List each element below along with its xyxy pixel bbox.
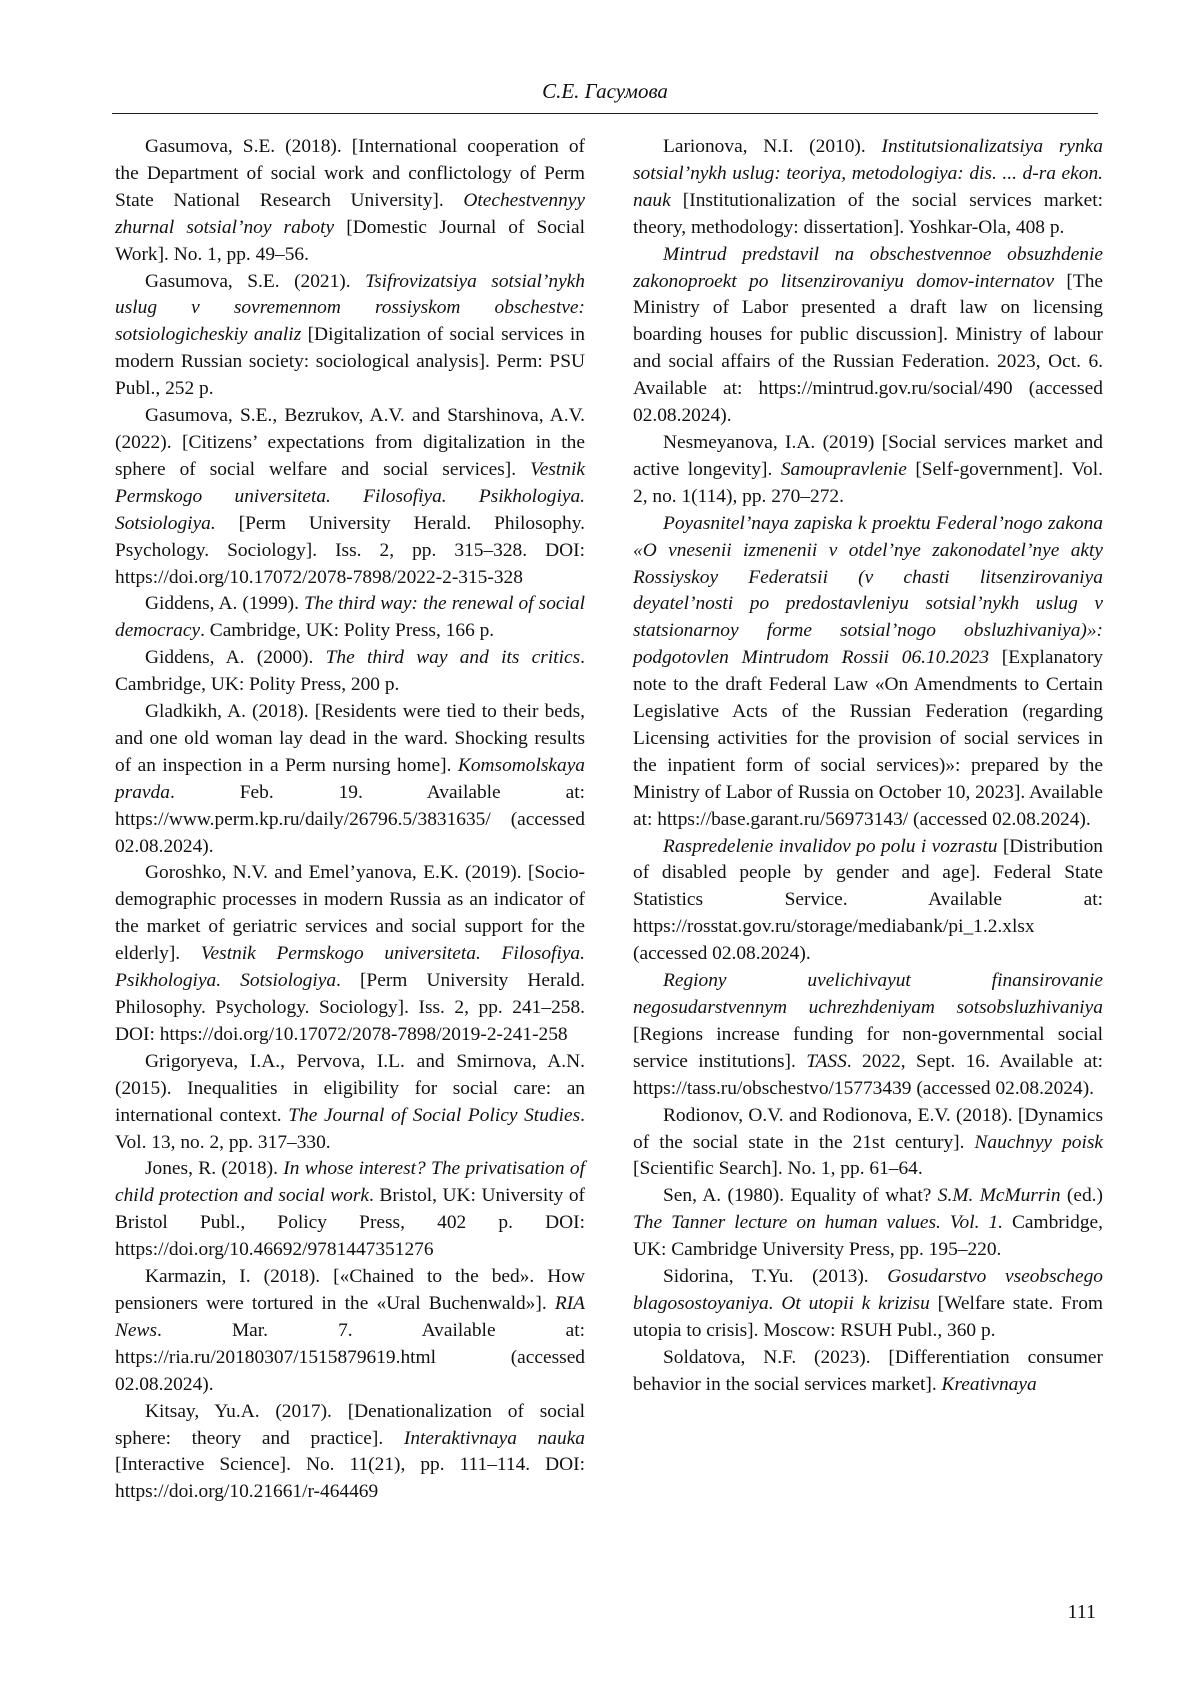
reference-text: Gasumova, S.E. (2018). [International cooperation of the Department of social work and conflictology of Perm State National Research University]. bbox=[115, 136, 585, 211]
reference-text: Kitsay, Yu.A. (2017). [Denationalization of social sphere: theory and practice]. bbox=[115, 1400, 585, 1449]
reference-italic-title: The third way and its critics bbox=[325, 647, 581, 669]
reference-italic-title: Samoupravlenie bbox=[780, 458, 907, 480]
reference-text: [Perm University Herald. Philosophy. Psychology. Sociology]. Iss. 2, pp. 315–328. DOI: https://doi.org/10.17072/2078-7898/2022-2-315-328 bbox=[115, 512, 585, 588]
reference-text: Grigoryeva, I.A., Pervova, I.L. and Smirnova, A.N. (2015). Inequalities in eligibility for social care: an international context. bbox=[115, 1050, 585, 1126]
reference-entry-goroshko-2019 bbox=[115, 860, 585, 1048]
reference-entry-regiony-2022 bbox=[633, 968, 1103, 1103]
reference-italic-title: Poyasnitel’naya zapiska k proektu Federal’nogo zakona «O vnesenii izmenenii v otdel’nye zakonodatel’nye akty Rossiyskoy Federatsii (v chasti litsenzirovaniya deyatel’nosti po predostavleniyu sotsial’nykh uslug v statsionarnoy forme sotsial’nogo obsluzhivaniya)»: podgotovlen Mintrudom Rossii 06.10.2023 bbox=[633, 512, 1103, 669]
reference-text: [Scientific Search]. No. 1, pp. 61–64. bbox=[633, 1158, 923, 1180]
reference-italic-title: Institutsionalizatsiya rynka sotsial’nykh uslug: teoriya, metodologiya: dis. ... d-ra ekon. nauk bbox=[633, 136, 1103, 211]
page-number: 111 bbox=[1067, 1601, 1096, 1623]
reference-italic-title: Vestnik Permskogo universiteta. Filosofiya. Psikhologiya. Sotsiologiya bbox=[115, 943, 585, 992]
reference-text: . Feb. 19. Available at: https://www.perm.kp.ru/daily/26796.5/3831635/ (accessed 02.08.2024). bbox=[115, 781, 585, 857]
reference-entry-rodionov-2018 bbox=[633, 1103, 1103, 1184]
reference-text: [Explanatory note to the draft Federal Law «On Amendments to Certain Legislative Acts of the Russian Federation (regarding Licensing activities for the provision of social services in the inpatient form of social services)»: prepared by the Ministry of Labor of Russia on October 10, 2023]. Available at: https://base.garant.ru/56973143/ (accessed 02.08.2024). bbox=[633, 647, 1103, 830]
reference-text: [Digitalization of social services in modern Russian society: sociological analysis]. Perm: PSU Publ., 252 p. bbox=[115, 324, 586, 400]
reference-text: Gasumova, S.E. (2021). bbox=[145, 270, 366, 292]
reference-italic-title: Interaktivnaya nauka bbox=[403, 1427, 586, 1449]
reference-entry-larionova-2010 bbox=[633, 134, 1103, 242]
reference-text: Sidorina, T.Yu. (2013). bbox=[663, 1266, 888, 1288]
reference-entry-sidorina-2013 bbox=[633, 1264, 1103, 1345]
reference-entry-jones-2018 bbox=[115, 1156, 585, 1264]
reference-text: [The Ministry of Labor presented a draft law on licensing boarding houses for public discussion]. Ministry of labour and social affairs of the Russian Federation. 2023, Oct. 6. Available at: https://mintrud.gov.ru/social/490 (accessed 02.08.2024). bbox=[633, 270, 1103, 427]
reference-text: [Distribution of disabled people by gender and age]. Federal State Statistics Service. Available at: https://rosstat.gov.ru/storage/mediabank/pi_1.2.xlsx (accessed 02.08.2024). bbox=[633, 835, 1104, 965]
reference-text: [Regions increase funding for non-governmental social service institutions]. bbox=[633, 1023, 1103, 1072]
reference-italic-title: The third way: the renewal of social democracy bbox=[115, 593, 585, 642]
reference-italic-title: Gosudarstvo vseobschego blagosostoyaniya. Ot utopii k krizisu bbox=[633, 1266, 1103, 1314]
reference-text: Goroshko, N.V. and Emel’yanova, E.K. (2019). [Socio-demographic processes in modern Russia as an indicator of the market of geriatric services and social support for the elderly]. bbox=[115, 862, 585, 965]
reference-text: [Interactive Science]. No. 11(21), pp. 111–114. DOI: https://doi.org/10.21661/r-464469 bbox=[115, 1454, 585, 1503]
reference-entry-giddens-1999 bbox=[115, 591, 585, 645]
reference-italic-title: S.M. McMurrin bbox=[937, 1185, 1061, 1207]
reference-italic-title: The Tanner lecture on human values. Vol. 1. bbox=[633, 1212, 1004, 1234]
reference-italic-title: Otechestvennyy zhurnal sotsial’noy raboty bbox=[115, 189, 585, 238]
reference-italic-title: Nauchnyy poisk bbox=[974, 1131, 1104, 1153]
reference-italic-title: Kreativnaya bbox=[941, 1373, 1037, 1395]
reference-text: [Self-government]. Vol. 2, no. 1(114), pp. 270–272. bbox=[633, 458, 1103, 507]
reference-italic-title: TASS bbox=[806, 1050, 847, 1072]
reference-italic-title: The Journal of Social Policy Studies bbox=[288, 1104, 581, 1126]
header-rule bbox=[112, 113, 1098, 114]
reference-italic-title: Raspredelenie invalidov po polu i vozrastu bbox=[663, 835, 998, 857]
reference-entry-gasumova-2022 bbox=[115, 403, 585, 591]
reference-text: [Welfare state. From utopia to crisis]. Moscow: RSUH Publ., 360 p. bbox=[633, 1292, 1103, 1341]
reference-italic-title: Tsifrovizatsiya sotsial’nykh uslug v sovremennom rossiyskom obschestve: sotsiologicheskiy analiz bbox=[115, 270, 585, 346]
reference-text: Soldatova, N.F. (2023). [Differentiation consumer behavior in the social services market]. bbox=[633, 1346, 1103, 1395]
reference-italic-title: Komsomolskaya pravda bbox=[115, 754, 585, 803]
reference-text: Jones, R. (2018). bbox=[145, 1158, 284, 1180]
reference-text: Rodionov, O.V. and Rodionova, E.V. (2018). [Dynamics of the social state in the 21st century]. bbox=[633, 1104, 1103, 1153]
reference-text: (ed.) bbox=[1060, 1185, 1103, 1207]
reference-text: . Vol. 13, no. 2, pp. 317–330. bbox=[115, 1104, 585, 1153]
reference-text: Gasumova, S.E., Bezrukov, A.V. and Starshinova, A.V. (2022). [Citizens’ expectations from digitalization in the sphere of social welfare and social services]. bbox=[115, 405, 585, 480]
reference-text: . Bristol, UK: University of Bristol Publ., Policy Press, 402 p. DOI: https://doi.org/10.46692/9781447351276 bbox=[115, 1185, 585, 1261]
reference-text: . Cambridge, UK: Polity Press, 200 p. bbox=[115, 647, 585, 696]
reference-text: Giddens, A. (2000). bbox=[145, 647, 326, 669]
reference-italic-title: RIA News bbox=[115, 1292, 585, 1341]
reference-entry-mintrud-2023 bbox=[633, 242, 1103, 430]
reference-text: Cambridge, UK: Cambridge University Press, pp. 195–220. bbox=[633, 1212, 1103, 1261]
reference-entry-soldatova-2023 bbox=[633, 1345, 1103, 1399]
reference-text: . Cambridge, UK: Polity Press, 166 p. bbox=[200, 620, 495, 642]
reference-text: . Mar. 7. Available at: https://ria.ru/20180307/1515879619.html (accessed 02.08.2024). bbox=[115, 1319, 585, 1395]
references-column-right bbox=[633, 134, 1103, 1399]
reference-entry-raspredelenie bbox=[633, 834, 1103, 969]
reference-entry-gladkikh-2018 bbox=[115, 699, 585, 860]
reference-text: Larionova, N.I. (2010). bbox=[663, 136, 882, 157]
reference-text: [Institutionalization of the social services market: theory, methodology: dissertation]. Yoshkar-Ola, 408 p. bbox=[633, 189, 1103, 238]
reference-entry-nesmeyanova-2019 bbox=[633, 430, 1103, 511]
references-column-left bbox=[115, 134, 585, 1506]
reference-entry-sen-1980 bbox=[633, 1183, 1103, 1264]
reference-text: Sen, A. (1980). Equality of what? bbox=[663, 1185, 938, 1207]
reference-entry-poyasnitelnaya-2023 bbox=[633, 511, 1103, 834]
reference-text: . 2022, Sept. 16. Available at: https://tass.ru/obschestvo/15773439 (accessed 02.08.2024). bbox=[633, 1050, 1103, 1099]
reference-entry-kitsay-2017 bbox=[115, 1399, 585, 1507]
reference-text: Gladkikh, A. (2018). [Residents were tied to their beds, and one old woman lay dead in the ward. Shocking results of an inspection in a Perm nursing home]. bbox=[115, 701, 585, 776]
reference-entry-grigoryeva-2015 bbox=[115, 1049, 585, 1157]
reference-text: . [Perm University Herald. Philosophy. Psychology. Sociology]. Iss. 2, pp. 241–258. DOI: https://doi.org/10.17072/2078-7898/2019-2-241-258 bbox=[115, 970, 585, 1045]
running-head: С.Е. Гасумова bbox=[542, 79, 668, 103]
reference-italic-title: Vestnik Permskogo universiteta. Filosofiya. Psikhologiya. Sotsiologiya. bbox=[115, 458, 585, 534]
reference-entry-gasumova-2021 bbox=[115, 269, 585, 404]
reference-entry-gasumova-2018 bbox=[115, 134, 585, 269]
reference-italic-title: In whose interest? The privatisation of child protection and social work bbox=[115, 1158, 585, 1207]
reference-text: Karmazin, I. (2018). [«Chained to the bed». How pensioners were tortured in the «Ural Buchenwald»]. bbox=[115, 1266, 585, 1314]
reference-text: Giddens, A. (1999). bbox=[145, 593, 304, 615]
reference-italic-title: Mintrud predstavil na obschestvennoe obsuzhdenie zakonoproekt po litsenzirovaniyu domov-internatov bbox=[633, 243, 1103, 292]
reference-entry-karmazin-2018 bbox=[115, 1264, 585, 1399]
reference-text: [Domestic Journal of Social Work]. No. 1, pp. 49–56. bbox=[115, 216, 585, 265]
reference-text: Nesmeyanova, I.A. (2019) [Social services market and active longevity]. bbox=[633, 431, 1103, 480]
reference-entry-giddens-2000 bbox=[115, 645, 585, 699]
reference-italic-title: Regiony uvelichivayut finansirovanie negosudarstvennym uchrezhdeniyam sotsobsluzhivaniya bbox=[633, 970, 1103, 1018]
